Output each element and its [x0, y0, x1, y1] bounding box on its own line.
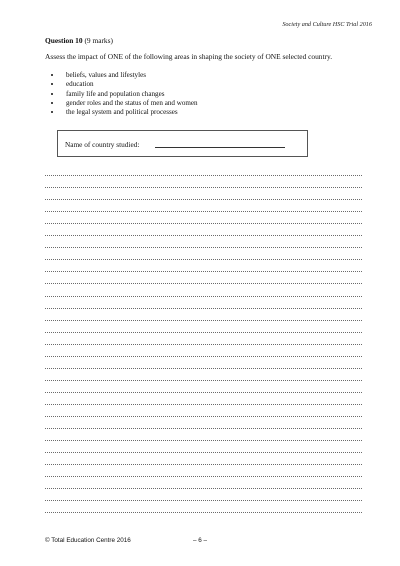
answer-line[interactable]	[45, 283, 362, 284]
answer-line[interactable]	[45, 380, 362, 381]
answer-line[interactable]	[45, 452, 362, 453]
area-item: • the legal system and political processes	[62, 108, 198, 117]
answer-line[interactable]	[45, 416, 362, 417]
answer-line[interactable]	[45, 187, 362, 188]
area-item: • education	[62, 80, 198, 89]
answer-line[interactable]	[45, 356, 362, 357]
answer-line[interactable]	[45, 440, 362, 441]
answer-line[interactable]	[45, 500, 362, 501]
answer-line[interactable]	[45, 464, 362, 465]
country-name-field[interactable]	[155, 147, 285, 148]
answer-line[interactable]	[45, 259, 362, 260]
question-marks: (9 marks)	[84, 36, 113, 45]
answer-line[interactable]	[45, 488, 362, 489]
area-item: • gender roles and the status of men and women	[62, 99, 198, 108]
answer-line[interactable]	[45, 392, 362, 393]
answer-line[interactable]	[45, 296, 362, 297]
answer-line[interactable]	[45, 404, 362, 405]
question-heading	[45, 36, 113, 45]
answer-line[interactable]	[45, 512, 362, 513]
answer-line[interactable]	[45, 332, 362, 333]
area-item: • beliefs, values and lifestyles	[62, 71, 198, 80]
answer-line[interactable]	[45, 223, 362, 224]
areas-list	[48, 71, 198, 117]
running-header: Society and Culture HSC Trial 2016	[282, 21, 372, 28]
answer-line[interactable]	[45, 344, 362, 345]
answer-line[interactable]	[45, 271, 362, 272]
area-item: • family life and population changes	[62, 90, 198, 99]
answer-line[interactable]	[45, 428, 362, 429]
copyright-footer: © Total Education Centre 2016	[45, 537, 131, 544]
question-label: Question 10	[45, 36, 83, 45]
answer-line[interactable]	[45, 199, 362, 200]
answer-line[interactable]	[45, 476, 362, 477]
country-box	[57, 130, 308, 157]
answer-line[interactable]	[45, 247, 362, 248]
country-label: Name of country studied:	[65, 140, 140, 149]
question-prompt: Assess the impact of ONE of the following areas in shaping the society of ONE selected country.	[45, 52, 333, 61]
answer-line[interactable]	[45, 211, 362, 212]
page-number: – 6 –	[193, 537, 208, 544]
answer-line[interactable]	[45, 308, 362, 309]
answer-line[interactable]	[45, 175, 362, 176]
answer-line[interactable]	[45, 368, 362, 369]
answer-line[interactable]	[45, 235, 362, 236]
answer-line[interactable]	[45, 320, 362, 321]
